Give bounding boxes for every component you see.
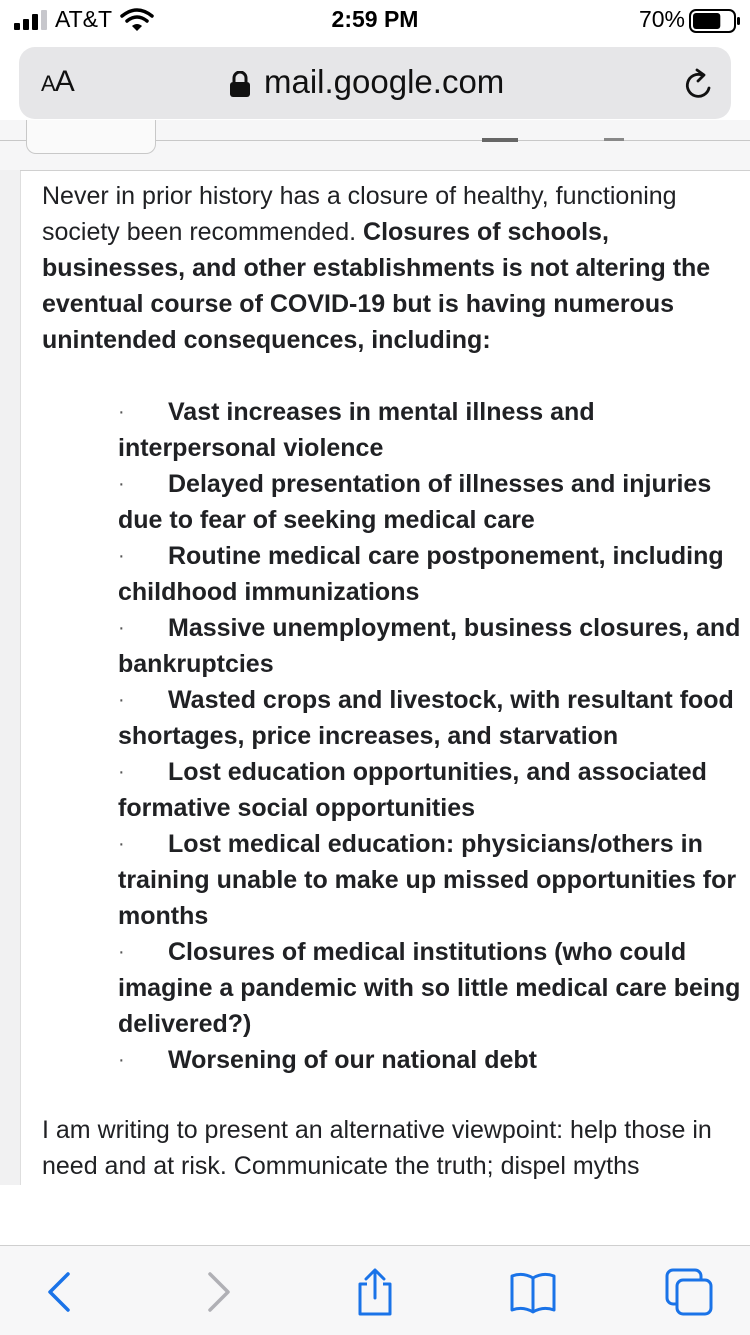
address-bar[interactable] <box>19 47 731 119</box>
message-top-divider <box>20 170 750 171</box>
page-header-mark <box>604 138 624 141</box>
book-icon[interactable] <box>508 1268 558 1316</box>
list-item-text: Massive unemployment, business closures, and bankruptcies <box>118 614 741 678</box>
bullet-marker: · <box>118 401 125 423</box>
list-item-text: Worsening of our national debt <box>168 1046 537 1074</box>
email-body <box>42 178 750 1184</box>
browser-toolbar <box>0 1245 750 1335</box>
carrier-name: AT&T <box>55 6 113 32</box>
status-bar <box>0 0 750 42</box>
list-item <box>118 826 750 934</box>
list-item <box>118 466 750 538</box>
list-item-text: Lost education opportunities, and associated formative social opportunities <box>118 758 707 822</box>
bullet-marker: · <box>118 941 125 963</box>
bullet-marker: · <box>118 833 125 855</box>
text-size-large-a: A <box>54 65 74 98</box>
list-item <box>118 1042 750 1078</box>
lock-icon <box>229 71 251 97</box>
message-left-gutter <box>0 170 21 1185</box>
list-item-text: Closures of medical institutions (who could imagine a pandemic with so little medical care being delivered?) <box>118 938 741 1038</box>
chevron-left-icon[interactable] <box>36 1268 86 1316</box>
reload-icon[interactable] <box>682 68 716 102</box>
tabs-icon[interactable] <box>664 1268 714 1316</box>
list-item <box>118 754 750 826</box>
text-size-button[interactable] <box>41 65 74 99</box>
url-text[interactable]: mail.google.com <box>264 63 505 100</box>
list-item <box>118 538 750 610</box>
bullet-marker: · <box>118 473 125 495</box>
list-item-text: Vast increases in mental illness and interpersonal violence <box>118 398 595 462</box>
list-item-text: Delayed presentation of illnesses and injuries due to fear of seeking medical care <box>118 470 712 534</box>
page-header-tab[interactable] <box>26 120 156 154</box>
list-item-text: Lost medical education: physicians/others in training unable to make up missed opportunities for months <box>118 830 737 930</box>
bullet-marker: · <box>118 1049 125 1071</box>
page-header-mark <box>482 138 518 142</box>
bullet-marker: · <box>118 761 125 783</box>
bullet-marker: · <box>118 617 125 639</box>
battery-icon <box>689 9 741 33</box>
intro-plain-text: Never in prior history has a closure of healthy, functioning society been recommended. <box>42 182 677 246</box>
list-item <box>118 610 750 682</box>
intro-bold-text: Closures of schools, businesses, and other establishments is not altering the eventual course of COVID-19 but is having numerous unintended consequences, including: <box>42 218 711 354</box>
list-item-text: Wasted crops and livestock, with resultant food shortages, price increases, and starvation <box>118 686 734 750</box>
consequences-list <box>118 394 750 1078</box>
status-time: 2:59 PM <box>331 6 419 32</box>
intro-paragraph <box>42 178 750 358</box>
share-icon[interactable] <box>350 1268 400 1316</box>
chevron-right-icon[interactable] <box>192 1268 242 1316</box>
closing-paragraph: I am writing to present an alternative viewpoint: help those in need and at risk. Communicate the truth; dispel myths <box>42 1116 712 1180</box>
list-item <box>118 934 750 1042</box>
list-item <box>118 394 750 466</box>
message-gutter-divider <box>20 170 21 1185</box>
text-size-small-a: A <box>41 71 55 96</box>
bullet-marker: · <box>118 545 125 567</box>
list-item-text: Routine medical care postponement, including childhood immunizations <box>118 542 724 606</box>
bullet-marker: · <box>118 689 125 711</box>
battery-fill <box>693 13 720 29</box>
list-item <box>118 682 750 754</box>
battery-percent: 70% <box>638 6 685 32</box>
